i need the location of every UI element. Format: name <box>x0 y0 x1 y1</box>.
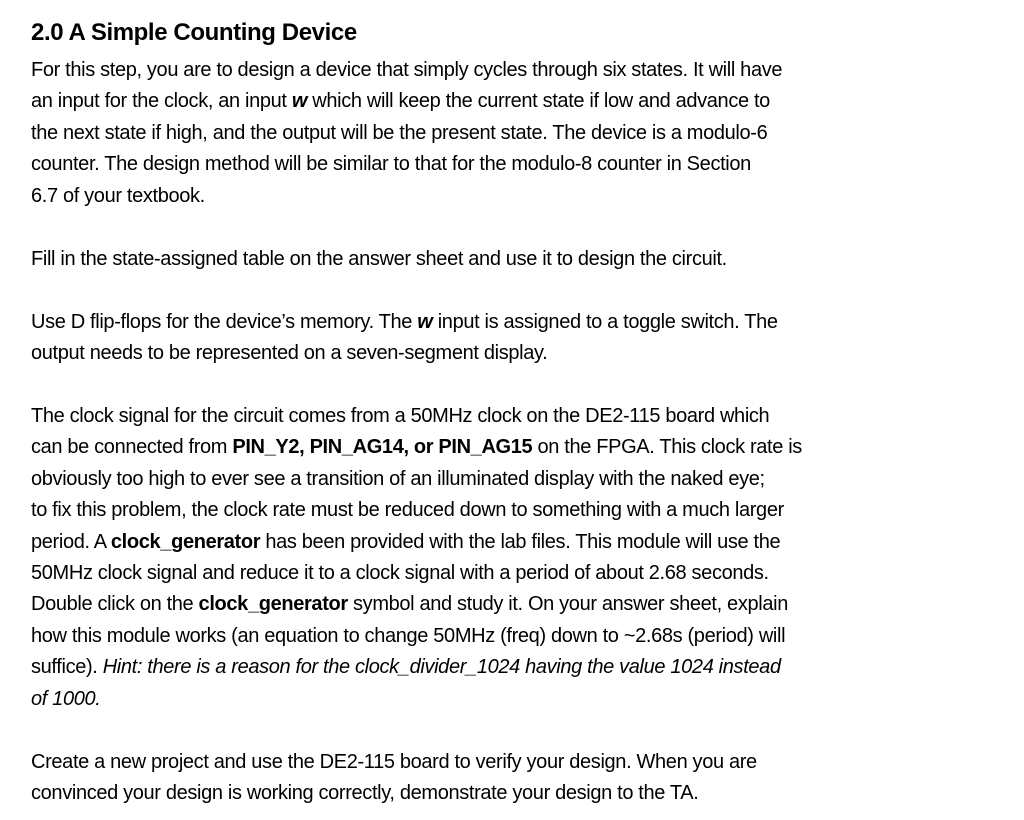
text-run: Use D flip-flops for the device’s memory. The <box>31 310 418 333</box>
text-run: to fix this problem, the clock rate must be reduced down to something with a much larger <box>31 499 784 522</box>
text-line <box>31 558 802 589</box>
text-run: Double click on the <box>31 593 199 616</box>
text-run: has been provided with the lab files. This module will use the <box>260 530 781 553</box>
emphasized-text: clock_generator <box>198 593 348 616</box>
text-line <box>31 338 802 369</box>
text-run: how this module works (an equation to change 50MHz (freq) down to ~2.68s (period) will <box>31 624 786 647</box>
text-run: The clock signal for the circuit comes from a 50MHz clock on the DE2-115 board which <box>31 404 770 427</box>
text-line <box>31 118 802 149</box>
text-line <box>31 149 802 180</box>
text-line <box>31 181 802 212</box>
blank-line <box>31 715 802 746</box>
blank-line <box>31 212 802 243</box>
emphasized-text: clock_generator <box>110 530 261 553</box>
text-run: Create a new project and use the DE2-115 board to verify your design. When you are <box>31 750 757 773</box>
text-line <box>31 401 802 432</box>
text-line <box>31 55 802 86</box>
text-run: For this step, you are to design a device that simply cycles through six states. It will have <box>31 59 783 81</box>
text-run: which will keep the current state if low and advance to <box>307 90 770 113</box>
blank-line <box>31 369 802 400</box>
text-line <box>31 527 802 558</box>
text-line <box>31 747 802 778</box>
text-run: on the FPGA. This clock rate is <box>532 436 802 459</box>
text-run: suffice). <box>31 656 103 679</box>
text-run: Fill in the state-assigned table on the answer sheet and use it to design the circuit. <box>31 247 727 270</box>
text-line <box>31 244 802 275</box>
emphasized-text: PIN_Y2, PIN_AG14, or PIN_AG15 <box>232 436 533 459</box>
text-run: the next state if high, and the output will be the present state. The device is a modulo-6 <box>31 121 768 144</box>
text-line <box>31 621 802 652</box>
text-run: convinced your design is working correctly, demonstrate your design to the TA. <box>31 782 699 805</box>
text-line <box>31 684 802 715</box>
text-line <box>31 307 802 338</box>
text-run: 50MHz clock signal and reduce it to a clock signal with a period of about 2.68 seconds. <box>31 562 769 584</box>
section-heading: 2.0 A Simple Counting Device <box>31 19 357 46</box>
emphasized-text: Hint: there is a reason for the clock_divider_1024 having the value 1024 instead <box>102 656 781 679</box>
emphasized-text: w <box>291 90 308 113</box>
text-run: input is assigned to a toggle switch. The <box>432 310 778 333</box>
text-run: can be connected from <box>31 436 233 459</box>
text-run: an input for the clock, an input <box>31 90 292 113</box>
text-line <box>31 464 802 495</box>
text-run: counter. The design method will be similar to that for the modulo-8 counter in Section <box>31 153 751 176</box>
text-run: obviously too high to ever see a transition of an illuminated display with the naked eye; <box>31 467 765 490</box>
text-line <box>31 652 802 683</box>
text-run: symbol and study it. On your answer sheet, explain <box>347 593 788 616</box>
blank-line <box>31 275 802 306</box>
text-line <box>31 778 802 809</box>
text-run: output needs to be represented on a seven-segment display. <box>31 341 548 364</box>
text-line <box>31 495 802 526</box>
emphasized-text: of 1000. <box>31 687 101 710</box>
text-line <box>31 432 802 463</box>
text-run: 6.7 of your textbook. <box>31 184 205 207</box>
text-run: period. A <box>31 530 111 553</box>
document-body <box>31 55 802 810</box>
text-line <box>31 86 802 117</box>
text-line <box>31 589 802 620</box>
emphasized-text: w <box>417 310 433 333</box>
